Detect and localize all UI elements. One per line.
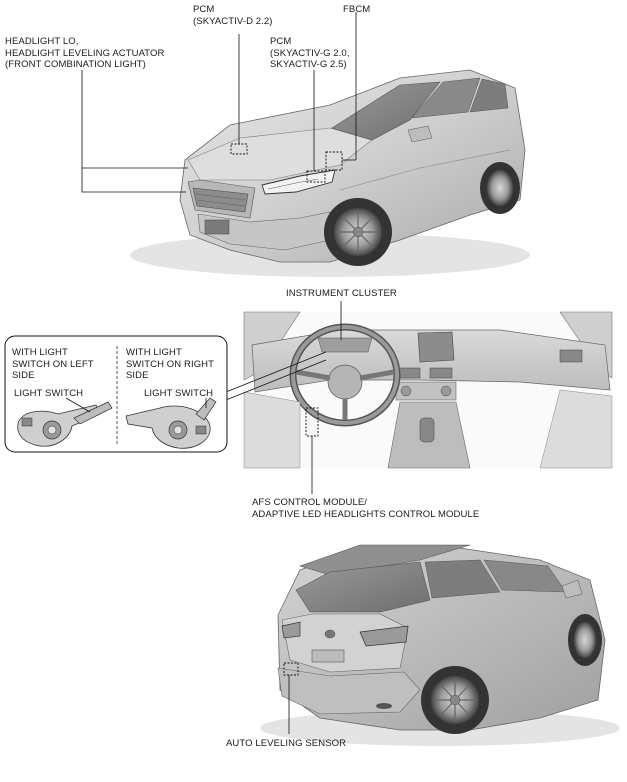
- interior-illustration: [244, 312, 612, 468]
- label-headlight-lo: HEADLIGHT LO, HEADLIGHT LEVELING ACTUATOR (FRONT COMBINATION LIGHT): [5, 36, 165, 70]
- label-pcm-diesel: PCM (SKYACTIV-D 2.2): [193, 4, 273, 27]
- label-with-light-switch-left: WITH LIGHT SWITCH ON LEFT SIDE: [12, 347, 94, 381]
- label-pcm-gasoline: PCM (SKYACTIV-G 2.0, SKYACTIV-G 2.5): [270, 36, 350, 70]
- label-with-light-switch-right: WITH LIGHT SWITCH ON RIGHT SIDE: [126, 347, 215, 381]
- front-car-illustration: [130, 70, 530, 277]
- label-light-switch-left: LIGHT SWITCH: [14, 388, 84, 399]
- label-auto-leveling-sensor: AUTO LEVELING SENSOR: [226, 738, 347, 749]
- label-instrument-cluster: INSTRUMENT CLUSTER: [286, 288, 397, 299]
- label-afs-control-module: AFS CONTROL MODULE/ ADAPTIVE LED HEADLIGHTS CONTROL MODULE: [252, 497, 480, 520]
- rear-car-illustration: [260, 545, 620, 746]
- label-fbcm: FBCM: [343, 4, 371, 15]
- label-light-switch-right: LIGHT SWITCH: [144, 388, 214, 399]
